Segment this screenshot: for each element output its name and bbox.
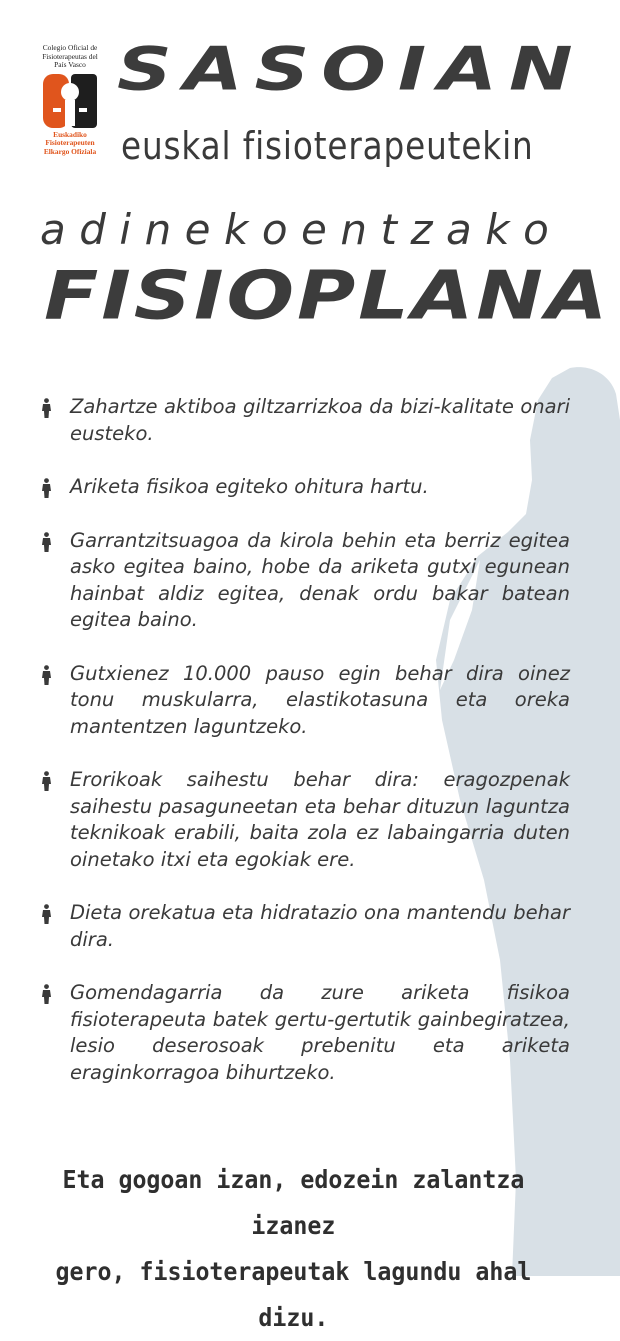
logo-top-text: Colegio Oficial de Fisioterapeutas del País Vasco bbox=[42, 43, 98, 69]
list-item bbox=[40, 767, 570, 873]
tip-text: Ariketa fisikoa egiteko ohitura hartu. bbox=[70, 475, 429, 498]
brand-subtitle: euskal fisioterapeutekin bbox=[121, 124, 534, 168]
footer-message bbox=[40, 1157, 547, 1341]
footer-line-2: gero, fisioterapeutak lagundu ahal dizu. bbox=[55, 1257, 532, 1332]
list-item bbox=[40, 474, 570, 501]
footer-line-1: Eta gogoan izan, edozein zalantza izanez bbox=[62, 1165, 525, 1240]
brand-title: SASOIAN bbox=[117, 34, 585, 104]
tip-text: Gutxienez 10.000 pauso egin behar dira oinez tonu muskularra, elastikotasuna eta oreka mantentzen laguntzeko. bbox=[70, 661, 570, 738]
tip-text: Garrantzitsuagoa da kirola behin eta berriz egitea asko egitea baino, hobe da ariketa gutxi egunean hainbat aldiz egitea, denak ordu bakar batean egitea baino. bbox=[70, 528, 570, 631]
person-icon bbox=[40, 532, 53, 552]
college-logo-icon bbox=[41, 72, 99, 130]
person-icon bbox=[40, 398, 53, 418]
person-icon bbox=[40, 665, 53, 685]
college-logo bbox=[36, 44, 104, 156]
list-item bbox=[40, 394, 570, 447]
person-icon bbox=[40, 984, 53, 1004]
logo-bottom-text: Euskadiko Fisioterapeuten Elkargo Ofiziala bbox=[43, 129, 97, 156]
person-icon bbox=[40, 771, 53, 791]
list-item bbox=[40, 661, 570, 741]
list-item bbox=[40, 900, 570, 953]
page-title: FISIOPLANA bbox=[44, 257, 611, 335]
tip-text: Gomendagarria da zure ariketa fisikoa fisioterapeuta batek gertu-gertutik gainbegiratzea, lesio deserosoak prebenitu eta ariketa eraginkorragoa bihurtzeko. bbox=[70, 981, 570, 1084]
page-subtitle: adinekoentzako bbox=[40, 205, 563, 254]
tips-list bbox=[40, 394, 570, 1086]
tip-text: Dieta orekatua eta hidratazio ona mantendu behar dira. bbox=[70, 901, 570, 951]
person-icon bbox=[40, 478, 53, 498]
tip-text: Erorikoak saihestu behar dira: eragozpenak saihestu pasaguneetan eta behar dituzun laguntza teknikoak erabili, baita zola ez labaingarria duten oinetako itxi eta egokiak ere. bbox=[70, 768, 570, 871]
person-icon bbox=[40, 904, 53, 924]
tip-text: Zahartze aktiboa giltzarrizkoa da bizi-kalitate onari eusteko. bbox=[70, 395, 570, 445]
list-item bbox=[40, 528, 570, 634]
list-item bbox=[40, 980, 570, 1086]
